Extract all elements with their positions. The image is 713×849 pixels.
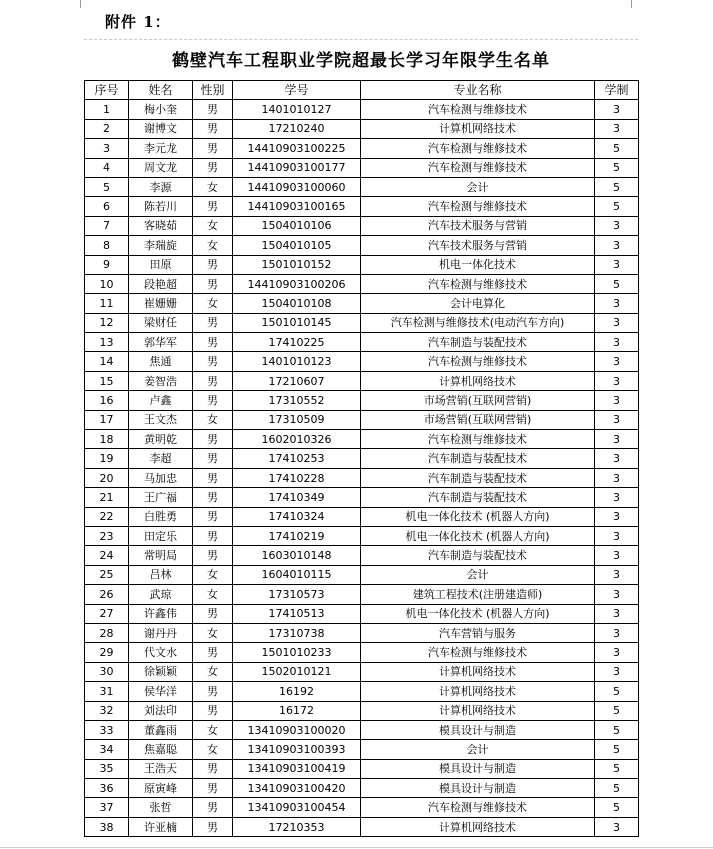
cell-years: 3: [595, 565, 639, 584]
cell-name: 许亚楠: [129, 817, 193, 836]
cell-name: 李瑞旋: [129, 236, 193, 255]
header-major: 专业名称: [361, 81, 595, 100]
cell-name: 张哲: [129, 798, 193, 817]
table-row: [85, 817, 639, 836]
table-row: [85, 468, 639, 487]
cell-name: 黄明乾: [129, 430, 193, 449]
cell-student-id: 14410903100225: [233, 139, 361, 158]
cell-years: 5: [595, 779, 639, 798]
cell-gender: 女: [193, 585, 233, 604]
cell-index: 1: [85, 100, 129, 119]
cell-gender: 男: [193, 313, 233, 332]
cell-index: 23: [85, 526, 129, 545]
table-row: [85, 274, 639, 293]
cell-years: 3: [595, 488, 639, 507]
cell-major: 汽车检测与维修技术: [361, 139, 595, 158]
table-row: [85, 565, 639, 584]
cell-years: 3: [595, 643, 639, 662]
cell-gender: 女: [193, 623, 233, 642]
table-row: [85, 313, 639, 332]
cell-major: 计算机网络技术: [361, 817, 595, 836]
table-top-divider: [84, 39, 638, 40]
cell-years: 5: [595, 759, 639, 778]
cell-gender: 男: [193, 333, 233, 352]
cell-index: 20: [85, 468, 129, 487]
document-title: 鹤壁汽车工程职业学院超最长学习年限学生名单: [172, 51, 550, 71]
cell-student-id: 17410349: [233, 488, 361, 507]
cell-years: 3: [595, 430, 639, 449]
cell-major: 会计电算化: [361, 294, 595, 313]
cell-major: 汽车技术服务与营销: [361, 236, 595, 255]
cell-major: 汽车制造与装配技术: [361, 488, 595, 507]
cell-name: 董鑫雨: [129, 720, 193, 739]
cell-gender: 男: [193, 274, 233, 293]
table-row: [85, 197, 639, 216]
cell-gender: 女: [193, 177, 233, 196]
cell-major: 汽车检测与维修技术: [361, 430, 595, 449]
table-row: [85, 662, 639, 681]
cell-major: 机电一体化技术 (机器人方向): [361, 507, 595, 526]
cell-student-id: 17410253: [233, 449, 361, 468]
cell-name: 王文杰: [129, 410, 193, 429]
cell-gender: 男: [193, 507, 233, 526]
cell-student-id: 17310573: [233, 585, 361, 604]
cell-years: 3: [595, 216, 639, 235]
cell-gender: 女: [193, 216, 233, 235]
cell-major: 会计: [361, 740, 595, 759]
header-gender: 性别: [193, 81, 233, 100]
table-row: [85, 798, 639, 817]
table-row: [85, 623, 639, 642]
cell-major: 汽车检测与维修技术: [361, 798, 595, 817]
header-years: 学制: [595, 81, 639, 100]
cell-name: 马加忠: [129, 468, 193, 487]
table-row: [85, 158, 639, 177]
table-row: [85, 779, 639, 798]
cell-student-id: 1501010145: [233, 313, 361, 332]
cell-major: 汽车检测与维修技术(电动汽车方向): [361, 313, 595, 332]
cell-gender: 女: [193, 236, 233, 255]
table-row: [85, 177, 639, 196]
cell-gender: 女: [193, 294, 233, 313]
cell-years: 3: [595, 546, 639, 565]
cell-years: 3: [595, 313, 639, 332]
cell-major: 汽车检测与维修技术: [361, 643, 595, 662]
cell-name: 田定乐: [129, 526, 193, 545]
cell-index: 18: [85, 430, 129, 449]
cell-student-id: 13410903100454: [233, 798, 361, 817]
cell-student-id: 1604010115: [233, 565, 361, 584]
page-bottom-edge: [0, 847, 713, 848]
cell-gender: 男: [193, 430, 233, 449]
cell-gender: 男: [193, 779, 233, 798]
table-body: [85, 100, 639, 837]
cell-student-id: 13410903100020: [233, 720, 361, 739]
cell-name: 郭华军: [129, 333, 193, 352]
cell-student-id: 17410225: [233, 333, 361, 352]
cell-index: 31: [85, 682, 129, 701]
header-student-id: 学号: [233, 81, 361, 100]
cell-gender: 男: [193, 643, 233, 662]
cell-student-id: 14410903100060: [233, 177, 361, 196]
cell-years: 5: [595, 139, 639, 158]
cell-major: 模具设计与制造: [361, 779, 595, 798]
cell-student-id: 13410903100420: [233, 779, 361, 798]
cell-name: 客晓茹: [129, 216, 193, 235]
cell-major: 汽车检测与维修技术: [361, 352, 595, 371]
cell-years: 5: [595, 798, 639, 817]
cell-major: 模具设计与制造: [361, 759, 595, 778]
cell-gender: 男: [193, 526, 233, 545]
cell-years: 3: [595, 604, 639, 623]
cell-name: 吕林: [129, 565, 193, 584]
cell-index: 33: [85, 720, 129, 739]
cell-index: 28: [85, 623, 129, 642]
cell-years: 3: [595, 662, 639, 681]
cell-name: 原寅峰: [129, 779, 193, 798]
cell-name: 姜智浩: [129, 371, 193, 390]
cell-student-id: 1502010121: [233, 662, 361, 681]
cell-index: 17: [85, 410, 129, 429]
table-row: [85, 371, 639, 390]
cell-student-id: 1603010148: [233, 546, 361, 565]
cell-major: 汽车制造与装配技术: [361, 546, 595, 565]
cell-name: 侯华洋: [129, 682, 193, 701]
cell-index: 13: [85, 333, 129, 352]
table-row: [85, 740, 639, 759]
cell-gender: 男: [193, 798, 233, 817]
table-header: [85, 81, 639, 100]
cell-name: 许鑫伟: [129, 604, 193, 623]
cell-years: 5: [595, 177, 639, 196]
cell-student-id: 13410903100419: [233, 759, 361, 778]
cell-major: 汽车检测与维修技术: [361, 197, 595, 216]
cell-student-id: 17210607: [233, 371, 361, 390]
table-row: [85, 449, 639, 468]
cell-name: 崔姗姗: [129, 294, 193, 313]
cell-student-id: 17410228: [233, 468, 361, 487]
cell-major: 模具设计与制造: [361, 720, 595, 739]
cell-student-id: 1401010123: [233, 352, 361, 371]
cell-gender: 男: [193, 391, 233, 410]
page-margin-mark-right: [631, 0, 632, 8]
cell-years: 3: [595, 294, 639, 313]
cell-name: 徐颖颖: [129, 662, 193, 681]
cell-major: 汽车检测与维修技术: [361, 158, 595, 177]
cell-major: 计算机网络技术: [361, 662, 595, 681]
cell-student-id: 17310738: [233, 623, 361, 642]
cell-index: 16: [85, 391, 129, 410]
cell-index: 12: [85, 313, 129, 332]
cell-name: 卢鑫: [129, 391, 193, 410]
cell-index: 3: [85, 139, 129, 158]
cell-years: 3: [595, 507, 639, 526]
cell-gender: 男: [193, 139, 233, 158]
cell-index: 9: [85, 255, 129, 274]
cell-student-id: 14410903100206: [233, 274, 361, 293]
cell-gender: 男: [193, 546, 233, 565]
table-row: [85, 488, 639, 507]
cell-gender: 男: [193, 352, 233, 371]
cell-student-id: 14410903100177: [233, 158, 361, 177]
table-row: [85, 526, 639, 545]
cell-name: 代文水: [129, 643, 193, 662]
student-roster-table: [84, 80, 639, 837]
table-row: [85, 682, 639, 701]
cell-gender: 女: [193, 662, 233, 681]
cell-name: 周文龙: [129, 158, 193, 177]
cell-gender: 男: [193, 701, 233, 720]
table-row: [85, 585, 639, 604]
cell-student-id: 1501010152: [233, 255, 361, 274]
cell-index: 27: [85, 604, 129, 623]
cell-name: 梁财任: [129, 313, 193, 332]
cell-major: 汽车检测与维修技术: [361, 274, 595, 293]
table-row: [85, 352, 639, 371]
cell-gender: 男: [193, 255, 233, 274]
table-row: [85, 643, 639, 662]
cell-major: 建筑工程技术(注册建造师): [361, 585, 595, 604]
cell-name: 李源: [129, 177, 193, 196]
cell-index: 38: [85, 817, 129, 836]
cell-gender: 男: [193, 759, 233, 778]
cell-name: 段艳超: [129, 274, 193, 293]
cell-name: 刘法印: [129, 701, 193, 720]
cell-name: 王广福: [129, 488, 193, 507]
cell-index: 5: [85, 177, 129, 196]
cell-student-id: 17310552: [233, 391, 361, 410]
cell-index: 22: [85, 507, 129, 526]
cell-major: 市场营销(互联网营销): [361, 410, 595, 429]
cell-years: 3: [595, 391, 639, 410]
header-name: 姓名: [129, 81, 193, 100]
cell-gender: 女: [193, 740, 233, 759]
header-row: [85, 81, 639, 100]
table-row: [85, 294, 639, 313]
cell-gender: 男: [193, 488, 233, 507]
cell-index: 15: [85, 371, 129, 390]
cell-years: 3: [595, 623, 639, 642]
table-row: [85, 430, 639, 449]
cell-gender: 女: [193, 720, 233, 739]
cell-student-id: 17210353: [233, 817, 361, 836]
cell-index: 32: [85, 701, 129, 720]
cell-major: 机电一体化技术 (机器人方向): [361, 604, 595, 623]
cell-gender: 男: [193, 197, 233, 216]
cell-years: 5: [595, 274, 639, 293]
cell-major: 机电一体化技术 (机器人方向): [361, 526, 595, 545]
cell-name: 李元龙: [129, 139, 193, 158]
cell-student-id: 14410903100165: [233, 197, 361, 216]
table-row: [85, 759, 639, 778]
cell-gender: 男: [193, 682, 233, 701]
cell-years: 3: [595, 100, 639, 119]
cell-name: 常明局: [129, 546, 193, 565]
cell-gender: 男: [193, 604, 233, 623]
cell-student-id: 17410513: [233, 604, 361, 623]
cell-student-id: 1602010326: [233, 430, 361, 449]
cell-name: 谢博文: [129, 119, 193, 138]
cell-name: 焦通: [129, 352, 193, 371]
table-row: [85, 410, 639, 429]
cell-index: 10: [85, 274, 129, 293]
cell-gender: 男: [193, 100, 233, 119]
table-row: [85, 216, 639, 235]
table-row: [85, 507, 639, 526]
table-row: [85, 333, 639, 352]
header-index: 序号: [85, 81, 129, 100]
cell-years: 3: [595, 449, 639, 468]
cell-gender: 男: [193, 119, 233, 138]
cell-student-id: 16192: [233, 682, 361, 701]
cell-name: 陈若川: [129, 197, 193, 216]
cell-name: 梅小奎: [129, 100, 193, 119]
cell-index: 21: [85, 488, 129, 507]
cell-index: 4: [85, 158, 129, 177]
table-row: [85, 139, 639, 158]
cell-years: 3: [595, 585, 639, 604]
cell-index: 19: [85, 449, 129, 468]
cell-gender: 女: [193, 565, 233, 584]
cell-major: 计算机网络技术: [361, 701, 595, 720]
cell-major: 计算机网络技术: [361, 371, 595, 390]
cell-student-id: 1501010233: [233, 643, 361, 662]
cell-years: 5: [595, 701, 639, 720]
cell-gender: 女: [193, 410, 233, 429]
cell-years: 3: [595, 333, 639, 352]
cell-years: 3: [595, 410, 639, 429]
table-row: [85, 701, 639, 720]
cell-index: 14: [85, 352, 129, 371]
cell-name: 谢丹丹: [129, 623, 193, 642]
cell-index: 29: [85, 643, 129, 662]
table-row: [85, 720, 639, 739]
attachment-label: 附件 1：: [105, 13, 171, 31]
cell-student-id: 17410324: [233, 507, 361, 526]
cell-name: 王浩天: [129, 759, 193, 778]
cell-gender: 男: [193, 371, 233, 390]
table-row: [85, 100, 639, 119]
cell-major: 汽车制造与装配技术: [361, 333, 595, 352]
cell-index: 35: [85, 759, 129, 778]
table-row: [85, 604, 639, 623]
cell-index: 30: [85, 662, 129, 681]
cell-gender: 男: [193, 468, 233, 487]
cell-student-id: 1504010106: [233, 216, 361, 235]
cell-gender: 男: [193, 449, 233, 468]
cell-name: 焦嘉聪: [129, 740, 193, 759]
cell-major: 计算机网络技术: [361, 119, 595, 138]
table-row: [85, 236, 639, 255]
cell-student-id: 16172: [233, 701, 361, 720]
cell-years: 3: [595, 817, 639, 836]
cell-major: 汽车技术服务与营销: [361, 216, 595, 235]
cell-student-id: 17410219: [233, 526, 361, 545]
cell-student-id: 13410903100393: [233, 740, 361, 759]
table-row: [85, 255, 639, 274]
cell-index: 2: [85, 119, 129, 138]
table-row: [85, 391, 639, 410]
table-row: [85, 546, 639, 565]
cell-index: 25: [85, 565, 129, 584]
cell-major: 市场营销(互联网营销): [361, 391, 595, 410]
cell-years: 3: [595, 236, 639, 255]
cell-major: 汽车营销与服务: [361, 623, 595, 642]
cell-index: 6: [85, 197, 129, 216]
cell-major: 会计: [361, 177, 595, 196]
cell-student-id: 1504010105: [233, 236, 361, 255]
cell-name: 白胜勇: [129, 507, 193, 526]
cell-student-id: 1504010108: [233, 294, 361, 313]
cell-years: 5: [595, 720, 639, 739]
cell-name: 武琼: [129, 585, 193, 604]
cell-name: 田原: [129, 255, 193, 274]
cell-index: 8: [85, 236, 129, 255]
cell-student-id: 17210240: [233, 119, 361, 138]
cell-years: 3: [595, 468, 639, 487]
cell-gender: 男: [193, 158, 233, 177]
cell-student-id: 1401010127: [233, 100, 361, 119]
cell-index: 36: [85, 779, 129, 798]
cell-years: 3: [595, 352, 639, 371]
cell-index: 37: [85, 798, 129, 817]
cell-years: 5: [595, 197, 639, 216]
cell-index: 34: [85, 740, 129, 759]
cell-years: 3: [595, 526, 639, 545]
table-row: [85, 119, 639, 138]
cell-major: 计算机网络技术: [361, 682, 595, 701]
cell-major: 机电一体化技术: [361, 255, 595, 274]
cell-years: 3: [595, 255, 639, 274]
cell-major: 汽车制造与装配技术: [361, 449, 595, 468]
cell-index: 11: [85, 294, 129, 313]
cell-index: 26: [85, 585, 129, 604]
cell-major: 汽车制造与装配技术: [361, 468, 595, 487]
cell-years: 5: [595, 682, 639, 701]
cell-student-id: 17310509: [233, 410, 361, 429]
cell-years: 3: [595, 371, 639, 390]
cell-major: 汽车检测与维修技术: [361, 100, 595, 119]
cell-gender: 男: [193, 817, 233, 836]
cell-major: 会计: [361, 565, 595, 584]
cell-name: 李超: [129, 449, 193, 468]
cell-years: 5: [595, 740, 639, 759]
cell-index: 24: [85, 546, 129, 565]
cell-years: 3: [595, 119, 639, 138]
page-margin-mark-left: [80, 0, 81, 8]
cell-index: 7: [85, 216, 129, 235]
cell-years: 5: [595, 158, 639, 177]
